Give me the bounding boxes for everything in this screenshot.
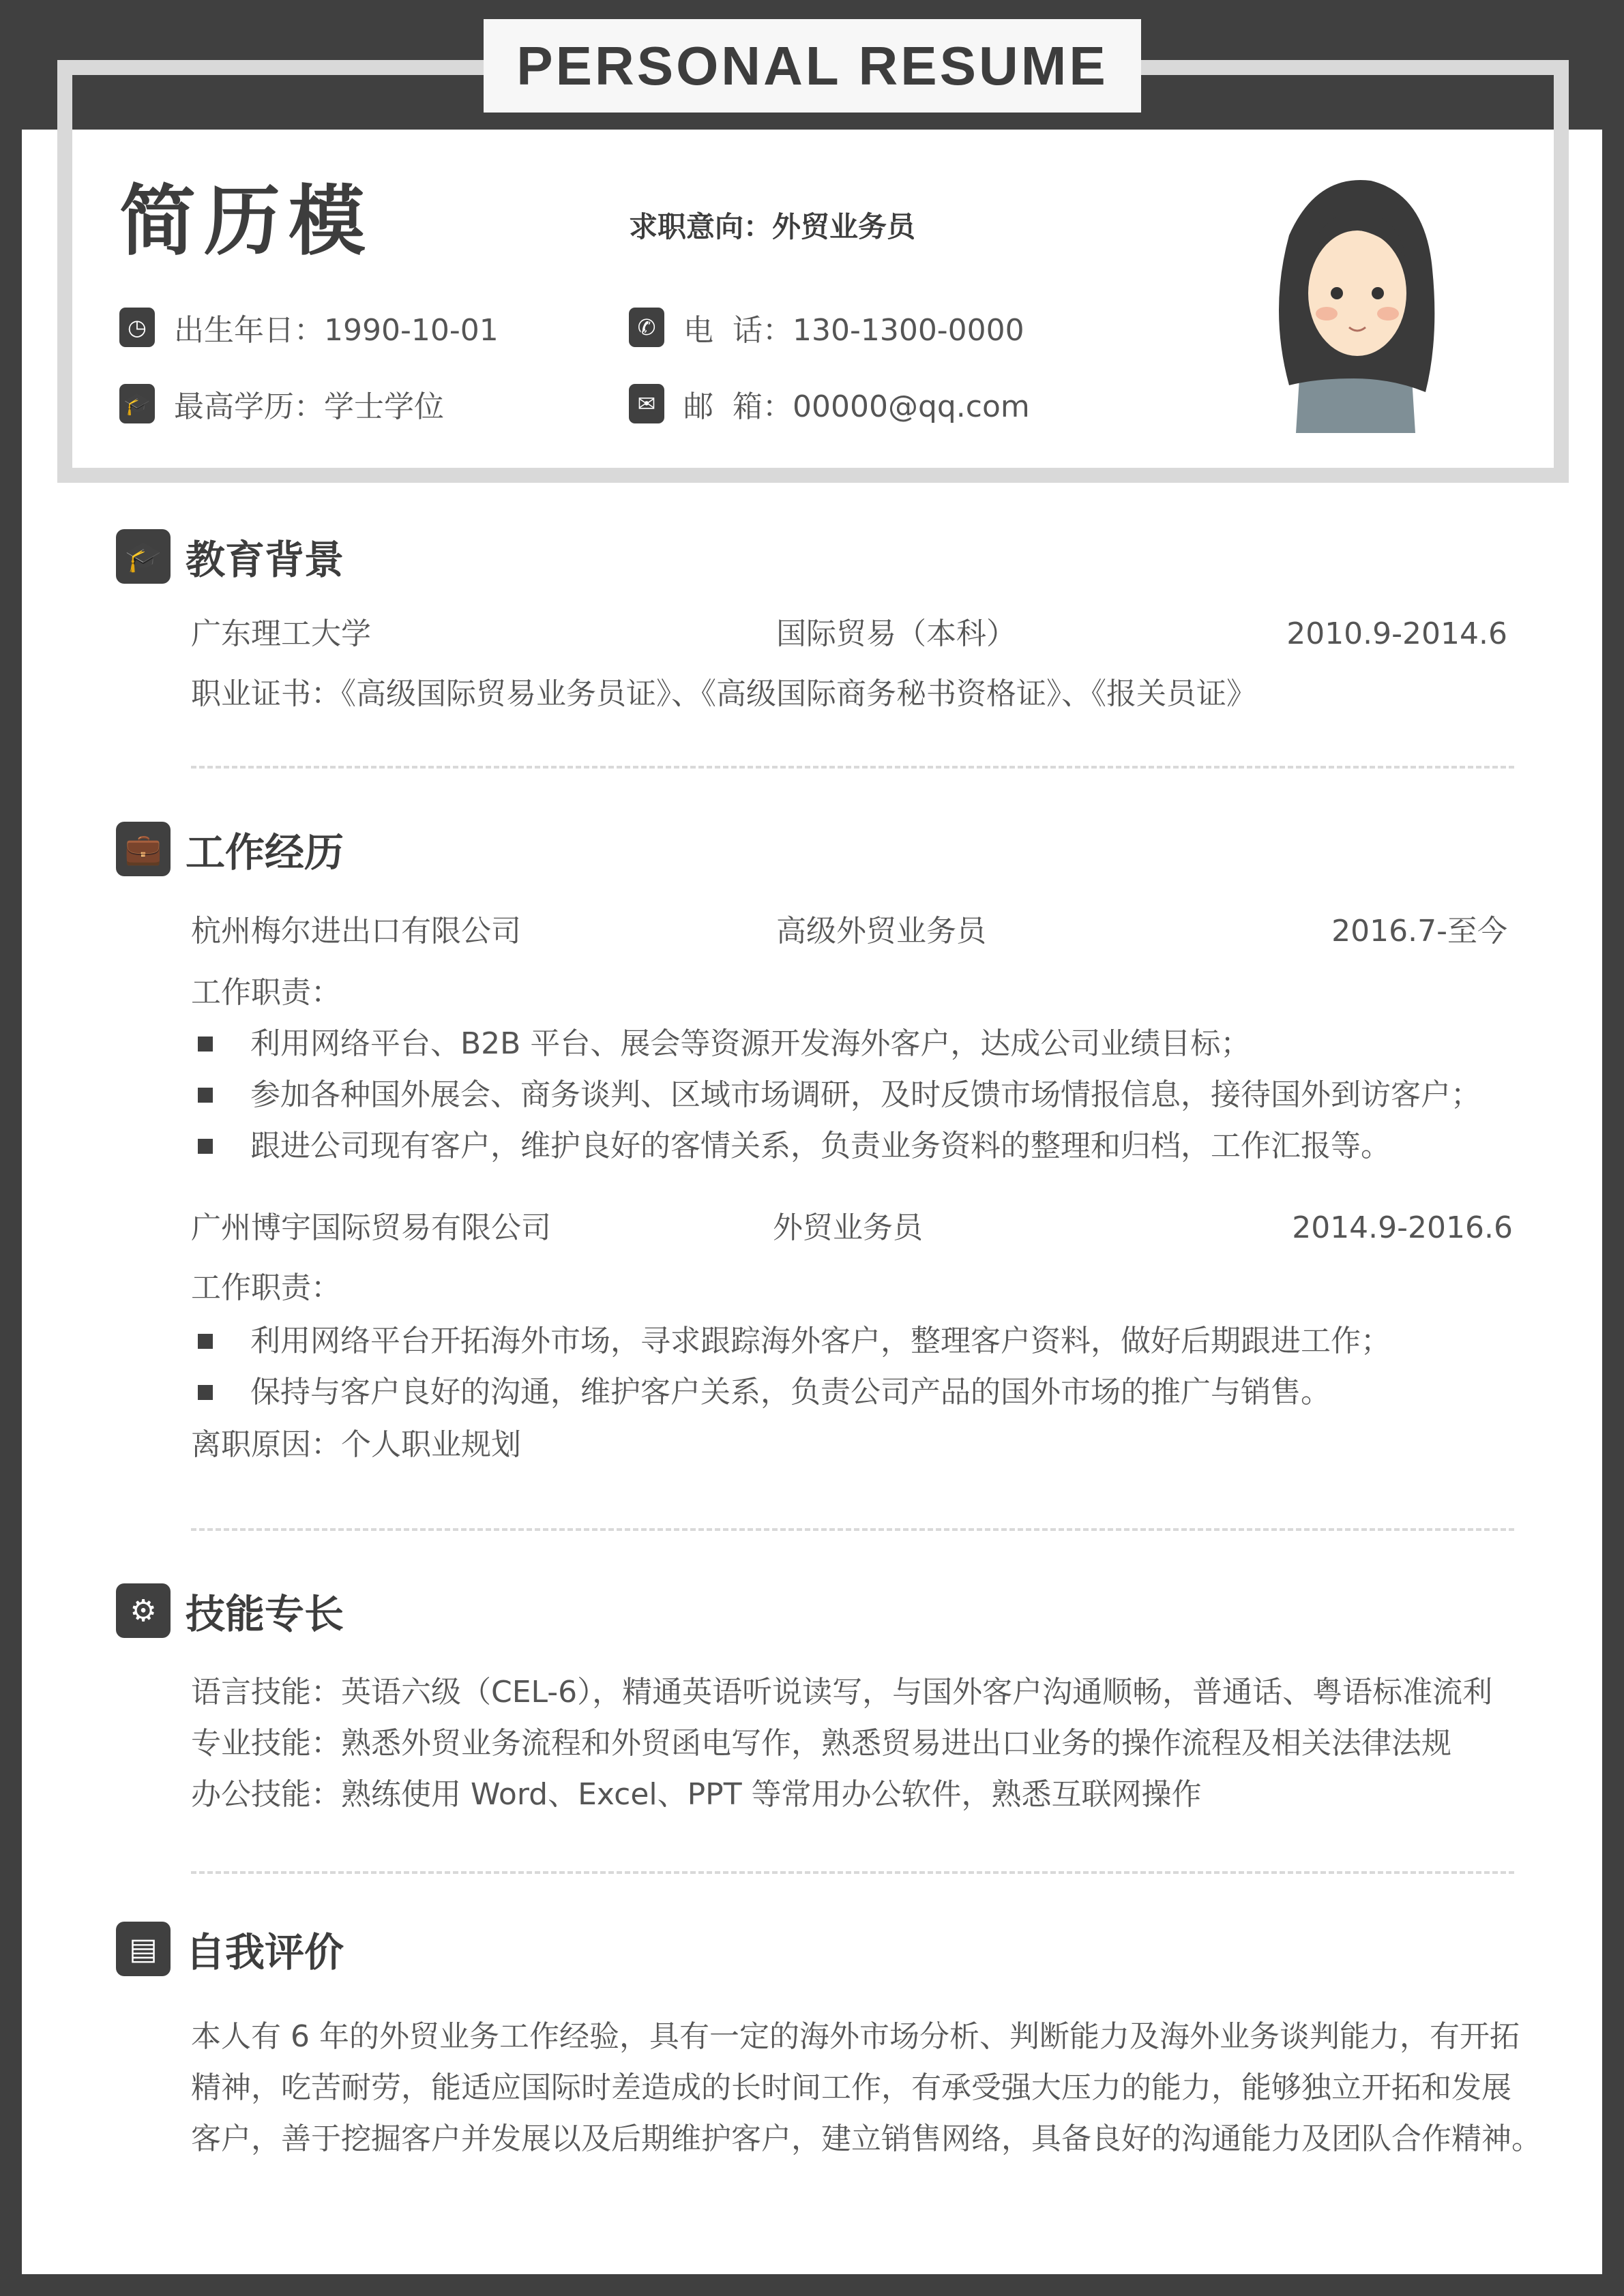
briefcase-icon: 💼 bbox=[116, 822, 171, 876]
divider bbox=[191, 1528, 1514, 1531]
school: 广东理工大学 bbox=[191, 616, 371, 651]
phone-icon: ✆ bbox=[629, 308, 664, 347]
section-title: 教育背景 bbox=[186, 537, 344, 583]
candidate-name: 简历模 bbox=[119, 177, 373, 266]
job-intent: 求职意向：外贸业务员 bbox=[629, 210, 916, 243]
self-line: 精神，吃苦耐劳，能适应国际时差造成的长时间工作，有承受强大压力的能力，能够独立开拓和发展 bbox=[191, 2070, 1511, 2105]
job-date: 2016.7-至今 bbox=[1331, 914, 1507, 949]
duty-label: 工作职责： bbox=[191, 975, 341, 1010]
section-header-skills bbox=[116, 1583, 344, 1638]
certificates: 职业证书：《高级国际贸易业务员证》、《高级国际商务秘书资格证》、《报关员证》 bbox=[191, 676, 1256, 711]
self-line: 客户，善于挖掘客户并发展以及后期维护客户，建立销售网络，具备良好的沟通能力及团队合作精神。 bbox=[191, 2121, 1541, 2156]
company: 杭州梅尔进出口有限公司 bbox=[191, 914, 521, 949]
education-date: 2010.9-2014.6 bbox=[1286, 616, 1507, 651]
leave-reason: 离职原因：个人职业规划 bbox=[191, 1427, 521, 1462]
duty-item bbox=[191, 1321, 1391, 1362]
duty-text: 跟进公司现有客户，维护良好的客情关系，负责业务资料的整理和归档，工作汇报等。 bbox=[250, 1129, 1391, 1163]
clock-icon: ◷ bbox=[119, 308, 155, 347]
position: 外贸业务员 bbox=[773, 1210, 923, 1245]
graduation-cap-icon: 🎓 bbox=[119, 384, 155, 423]
bullet-icon bbox=[198, 1334, 213, 1349]
info-degree bbox=[119, 383, 444, 424]
position: 高级外贸业务员 bbox=[776, 914, 986, 949]
duty-item bbox=[191, 1075, 1481, 1116]
avatar bbox=[1269, 174, 1439, 440]
section-header-work bbox=[116, 822, 344, 876]
duty-text: 利用网络平台开拓海外市场，寻求跟踪海外客户，整理客户资料，做好后期跟进工作； bbox=[250, 1324, 1391, 1358]
info-birthdate bbox=[119, 307, 499, 348]
info-text: 最高学历：学士学位 bbox=[174, 389, 444, 424]
info-text: 出生年日：1990-10-01 bbox=[174, 313, 499, 348]
bullet-icon bbox=[198, 1037, 213, 1052]
section-header-self-evaluation bbox=[116, 1922, 344, 1976]
skill-item: 办公技能：熟练使用 Word、Excel、PPT 等常用办公软件，熟悉互联网操作 bbox=[191, 1777, 1202, 1812]
section-title: 自我评价 bbox=[186, 1929, 344, 1976]
duty-text: 利用网络平台、B2B 平台、展会等资源开发海外客户，达成公司业绩目标； bbox=[250, 1026, 1251, 1061]
info-text: 邮 箱：00000@qq.com bbox=[683, 389, 1030, 424]
section-title: 技能专长 bbox=[186, 1591, 344, 1637]
bullet-icon bbox=[198, 1385, 213, 1400]
info-email bbox=[629, 383, 1030, 424]
info-text: 电 话：130-1300-0000 bbox=[683, 313, 1024, 348]
company: 广州博宇国际贸易有限公司 bbox=[191, 1210, 551, 1245]
duty-item bbox=[191, 1126, 1391, 1167]
resume-title: PERSONAL RESUME bbox=[484, 19, 1141, 113]
address-book-icon: ▤ bbox=[116, 1922, 171, 1976]
skill-item: 专业技能：熟悉外贸业务流程和外贸函电写作，熟悉贸易进出口业务的操作流程及相关法律法规 bbox=[191, 1726, 1451, 1761]
bullet-icon bbox=[198, 1139, 213, 1154]
divider bbox=[191, 766, 1514, 769]
job-date: 2014.9-2016.6 bbox=[1292, 1210, 1513, 1245]
section-header-education bbox=[116, 529, 344, 584]
envelope-icon: ✉ bbox=[629, 384, 664, 423]
self-line: 本人有 6 年的外贸业务工作经验，具有一定的海外市场分析、判断能力及海外业务谈判能力，有开拓 bbox=[191, 2019, 1520, 2054]
duty-label: 工作职责： bbox=[191, 1270, 341, 1305]
bullet-icon bbox=[198, 1088, 213, 1103]
gear-icon: ⚙ bbox=[116, 1583, 171, 1638]
major: 国际贸易（本科） bbox=[776, 616, 1016, 651]
duty-text: 参加各种国外展会、商务谈判、区域市场调研，及时反馈市场情报信息，接待国外到访客户； bbox=[250, 1077, 1481, 1112]
duty-item bbox=[191, 1372, 1331, 1413]
graduation-cap-icon: 🎓 bbox=[116, 529, 171, 584]
duty-item bbox=[191, 1024, 1250, 1064]
duty-text: 保持与客户良好的沟通，维护客户关系，负责公司产品的国外市场的推广与销售。 bbox=[250, 1375, 1331, 1410]
info-phone bbox=[629, 307, 1024, 348]
skill-item: 语言技能：英语六级（CEL-6），精通英语听说读写，与国外客户沟通顺畅，普通话、粤语标准流利 bbox=[191, 1675, 1493, 1710]
section-title: 工作经历 bbox=[186, 829, 344, 876]
divider bbox=[191, 1871, 1514, 1874]
